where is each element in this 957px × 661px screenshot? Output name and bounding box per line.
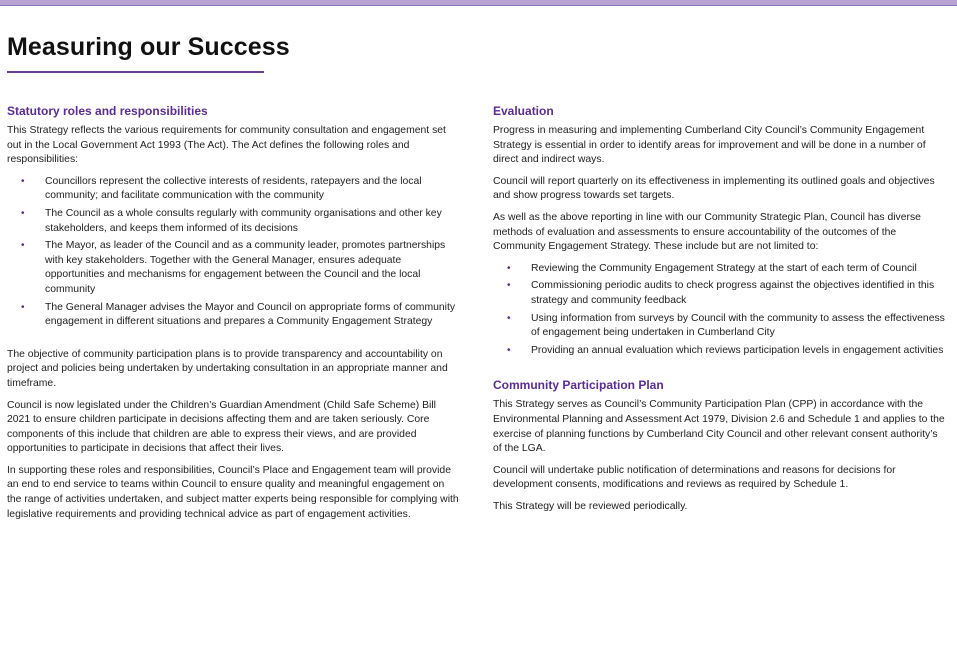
objective-paragraph: The objective of community participation plans is to provide transparency and accountability on project and policies being undertaken by undertaking consultation in an appropriate manner and timeframe.: [7, 348, 448, 389]
bullet-icon: •: [21, 175, 25, 187]
bullet-icon: •: [507, 280, 511, 292]
title-underline: [7, 71, 264, 73]
bullet-icon: •: [21, 301, 25, 313]
evaluation-paragraph: Council will report quarterly on its effectiveness in implementing its outlined goals and objectives and show progress towards set targets.: [493, 175, 935, 202]
list-item: • The Mayor, as leader of the Council and as a community leader, promotes partnerships with key stakeholders. Together with the General Manager, ensures adequate opportunities and mechanisms for engagement between the Council and the local community: [21, 240, 446, 295]
list-item: • The Council as a whole consults regularly with community organisations and other key stakeholders, and keeps them informed of its decisions: [21, 207, 442, 234]
list-item: • Using information from surveys by Council with the community to assess the effectiveness of engagement being undertaken in Cumberland City: [507, 312, 945, 339]
evaluation-heading: Evaluation: [493, 104, 554, 118]
list-item: • Reviewing the Community Engagement Strategy at the start of each term of Council: [493, 262, 948, 277]
list-item: • Providing an annual evaluation which reviews participation levels in engagement activities: [493, 344, 948, 359]
bullet-icon: •: [21, 240, 25, 252]
evaluation-paragraph: As well as the above reporting in line with our Community Strategic Plan, Council has diverse methods of evaluation and assessments to ensure accountability of the outcomes of the Community Engagement Strategy. These include but are not limited to:: [493, 211, 921, 253]
list-item: • Councillors represent the collective interests of residents, ratepayers and the local community; and facilitate communication with the community: [21, 175, 422, 202]
child-safe-paragraph: Council is now legislated under the Children’s Guardian Amendment (Child Safe Scheme) Bill 2021 to ensure children participate in decisions affecting them and are taken seriously. Core components of this include that children are able to express their views, and are provided opportunities to participate in decisions that affect their lives.: [7, 399, 436, 455]
bullet-icon: •: [507, 262, 511, 274]
cpp-paragraph: This Strategy serves as Council’s Community Participation Plan (CPP) in accordance with the Environmental Planning and Assessment Act 1979, Division 2.6 and Schedule 1 and applies to the exercise of planning functions by Cumberland City Council and other relevant consent authority’s of the LGA.: [493, 399, 945, 455]
right-column: [493, 104, 948, 521]
bullet-icon: •: [507, 312, 511, 324]
top-nav-bar: [0, 0, 957, 6]
bullet-icon: •: [507, 344, 511, 356]
evaluation-methods-list: [493, 262, 948, 359]
list-item: • The General Manager advises the Mayor and Council on appropriate forms of community engagement in different situations and prepares a Community Engagement Strategy: [21, 301, 456, 328]
statutory-roles-heading: Statutory roles and responsibilities: [7, 104, 208, 118]
community-participation-plan-heading: Community Participation Plan: [493, 378, 664, 393]
page-title: Measuring our Success: [7, 33, 290, 61]
roles-list: [7, 175, 460, 330]
bullet-icon: •: [21, 207, 25, 219]
statutory-intro-paragraph: This Strategy reflects the various requirements for community consultation and engagement set out in the Local Government Act 1993 (The Act). The Act defines the following roles and responsibilities:: [7, 125, 446, 166]
evaluation-paragraph: Progress in measuring and implementing Cumberland City Council’s Community Engagement Strategy is essential in order to identify areas for improvement and will be done in a number of direct and indirect ways.: [493, 125, 926, 166]
place-engagement-paragraph: In supporting these roles and responsibilities, Council’s Place and Engagement team will provide an end to end service to teams within Council to ensure quality and meaningful engagement on the range of activities undertaken, and subject matter experts being responsible for complying with legislative requirements and providing technical advice as part of engagement activities.: [7, 464, 459, 520]
cpp-paragraph: This Strategy will be reviewed periodically.: [493, 500, 688, 512]
cpp-paragraph: Council will undertake public notification of determinations and reasons for decisions for development consents, modifications and reviews as required by Schedule 1.: [493, 464, 896, 491]
left-column: [7, 104, 460, 529]
list-item: • Commissioning periodic audits to check progress against the objectives identified in this strategy and community feedback: [507, 280, 935, 306]
